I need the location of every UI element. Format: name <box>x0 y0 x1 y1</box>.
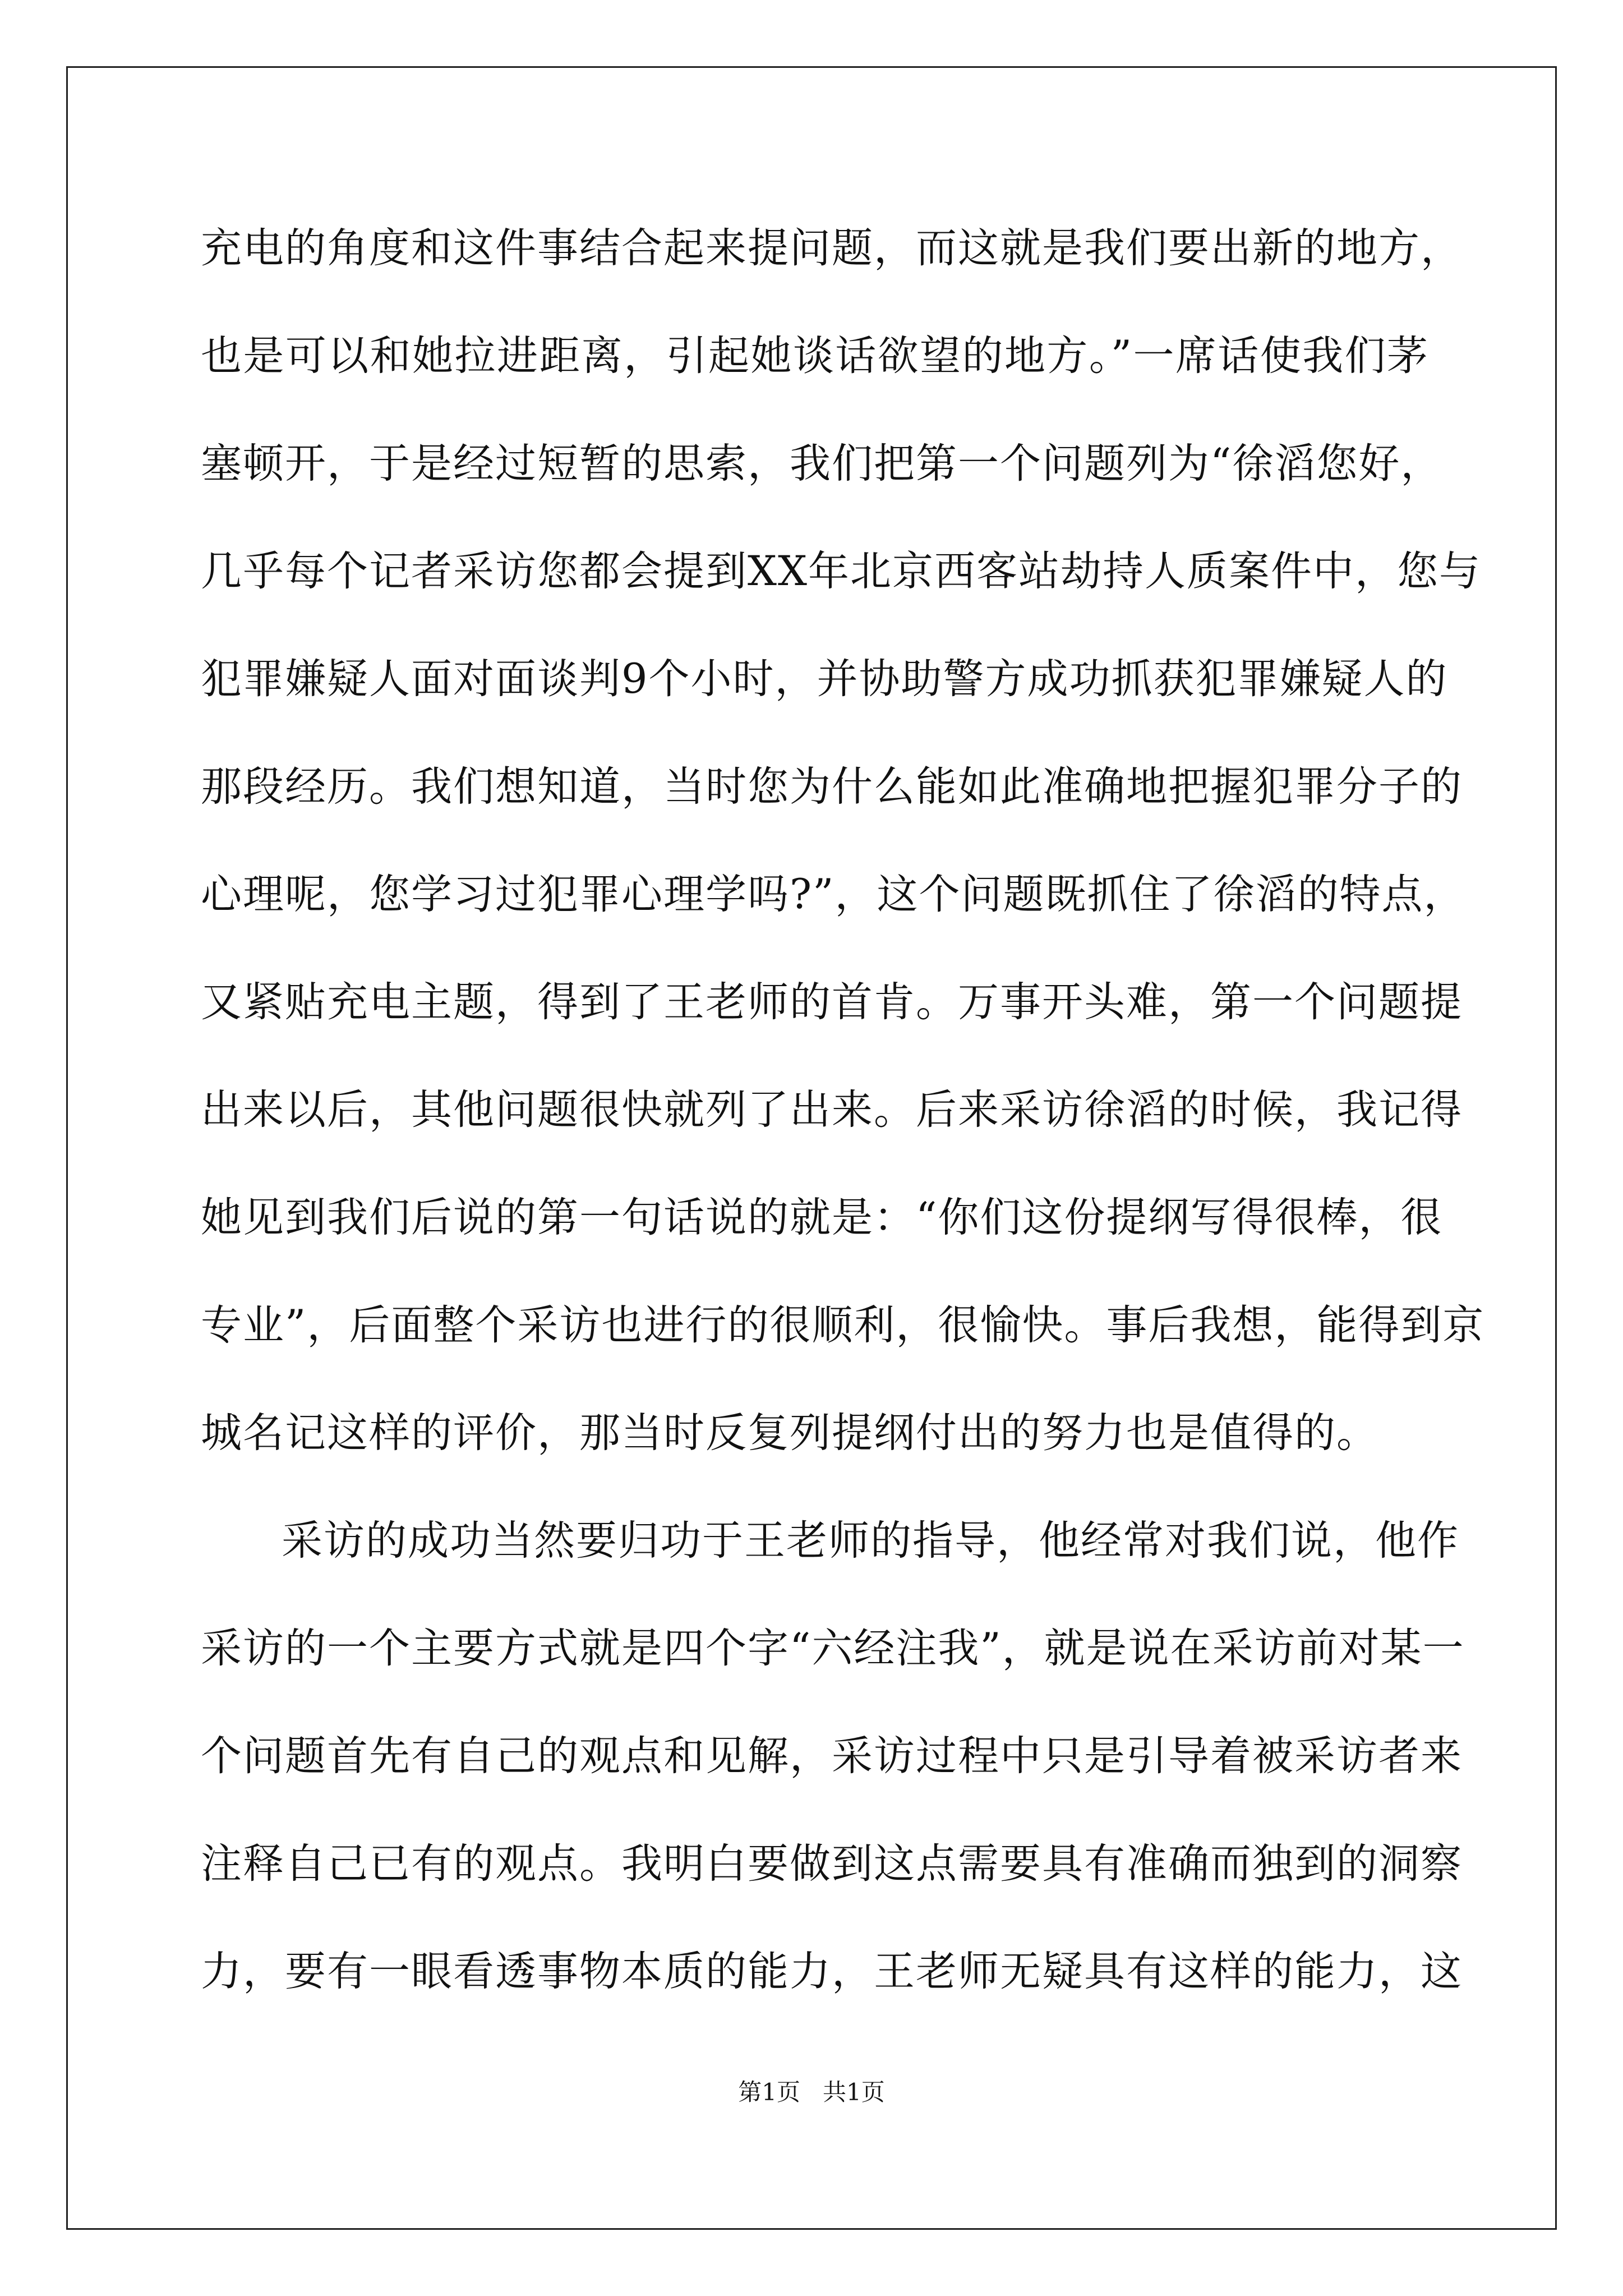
text-line: 专业”，后面整个采访也进行的很顺利，很愉快。事后我想，能得到京 <box>201 1301 1485 1349</box>
text-line: 采访的一个主要方式就是四个字“六经注我”，就是说在采访前对某一 <box>201 1625 1465 1672</box>
text-line: 个问题首先有自己的观点和见解，采访过程中只是引导着被采访者来 <box>201 1732 1463 1780</box>
text-line: 力，要有一眼看透事物本质的能力，王老师无疑具有这样的能力，这 <box>201 1948 1463 1995</box>
text-line: 塞顿开，于是经过短暂的思索，我们把第一个问题列为“徐滔您好， <box>201 440 1443 487</box>
text-line: 几乎每个记者采访您都会提到XX年北京西客站劫持人质案件中，您与 <box>201 547 1481 595</box>
text-line: 犯罪嫌疑人面对面谈判9个小时，并协助警方成功抓获犯罪嫌疑人的 <box>201 655 1448 703</box>
text-line: 心理呢，您学习过犯罪心理学吗?”，这个问题既抓住了徐滔的特点， <box>201 871 1466 918</box>
paragraph-first-line: 采访的成功当然要归功于王老师的指导，他经常对我们说，他作 <box>282 1517 1459 1565</box>
page-number: 第1页 <box>738 2078 800 2106</box>
text-line: 又紧贴充电主题，得到了王老师的首肯。万事开头难，第一个问题提 <box>201 978 1463 1026</box>
text-line: 她见到我们后说的第一句话说的就是：“你们这份提纲写得很棒，很 <box>201 1194 1443 1241</box>
text-line: 那段经历。我们想知道，当时您为什么能如此准确地把握犯罪分子的 <box>201 763 1463 811</box>
text-line: 充电的角度和这件事结合起来提问题，而这就是我们要出新的地方， <box>201 224 1463 272</box>
page-border <box>66 66 1557 2230</box>
text-line: 也是可以和她拉进距离，引起她谈话欲望的地方。”一席话使我们茅 <box>201 332 1429 380</box>
text-line: 出来以后，其他问题很快就列了出来。后来采访徐滔的时候，我记得 <box>201 1086 1463 1134</box>
text-line: 城名记这样的评价，那当时反复列提纲付出的努力也是值得的。 <box>201 1409 1378 1457</box>
text-line: 注释自己已有的观点。我明白要做到这点需要具有准确而独到的洞察 <box>201 1840 1463 1888</box>
page-footer <box>0 2076 1623 2109</box>
page-total: 共1页 <box>823 2078 885 2106</box>
